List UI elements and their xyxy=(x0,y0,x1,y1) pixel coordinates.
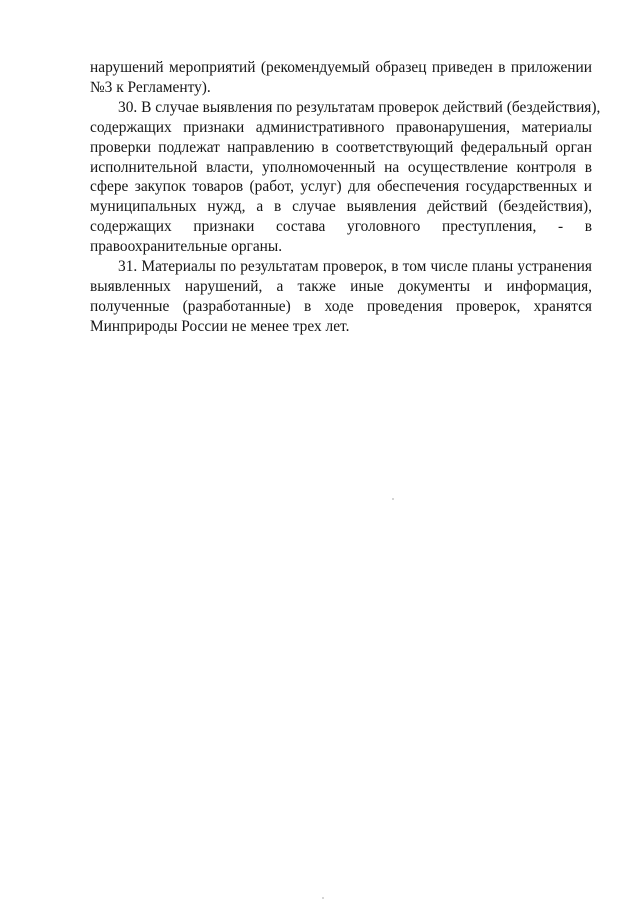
text-line: проверки подлежат направлению в соответствующий федеральный орган xyxy=(90,138,592,156)
text-line: 31. Материалы по результатам проверок, в том числе планы устранения xyxy=(118,258,592,276)
text-line: №3 к Регламенту). xyxy=(90,78,211,96)
text-line: полученные (разработанные) в ходе проведения проверок, хранятся xyxy=(90,297,592,315)
scan-speck xyxy=(392,498,394,500)
text-line: нарушений мероприятий (рекомендуемый образец приведен в приложении xyxy=(90,59,592,76)
paragraph-31 xyxy=(90,257,592,337)
text-line: сфере закупок товаров (работ, услуг) для обеспечения государственных и xyxy=(90,178,592,196)
document-body xyxy=(90,58,601,337)
text-line: содержащих признаки административного правонарушения, материалы xyxy=(90,118,592,136)
text-line: Минприроды России не менее трех лет. xyxy=(90,317,350,335)
paragraph-continuation xyxy=(90,58,592,98)
text-line: исполнительной власти, уполномоченный на осуществление контроля в xyxy=(90,158,592,176)
text-line: 30. В случае выявления по результатам проверок действий (бездействия), xyxy=(118,98,601,116)
text-line: правоохранительные органы. xyxy=(90,238,283,256)
paragraph-30 xyxy=(90,98,601,257)
text-line: выявленных нарушений, а также иные документы и информация, xyxy=(90,277,592,295)
text-line: содержащих признаки состава уголовного преступления, - в xyxy=(90,218,592,236)
scan-speck xyxy=(322,897,324,899)
text-line: муниципальных нужд, а в случае выявления действий (бездействия), xyxy=(90,198,592,216)
